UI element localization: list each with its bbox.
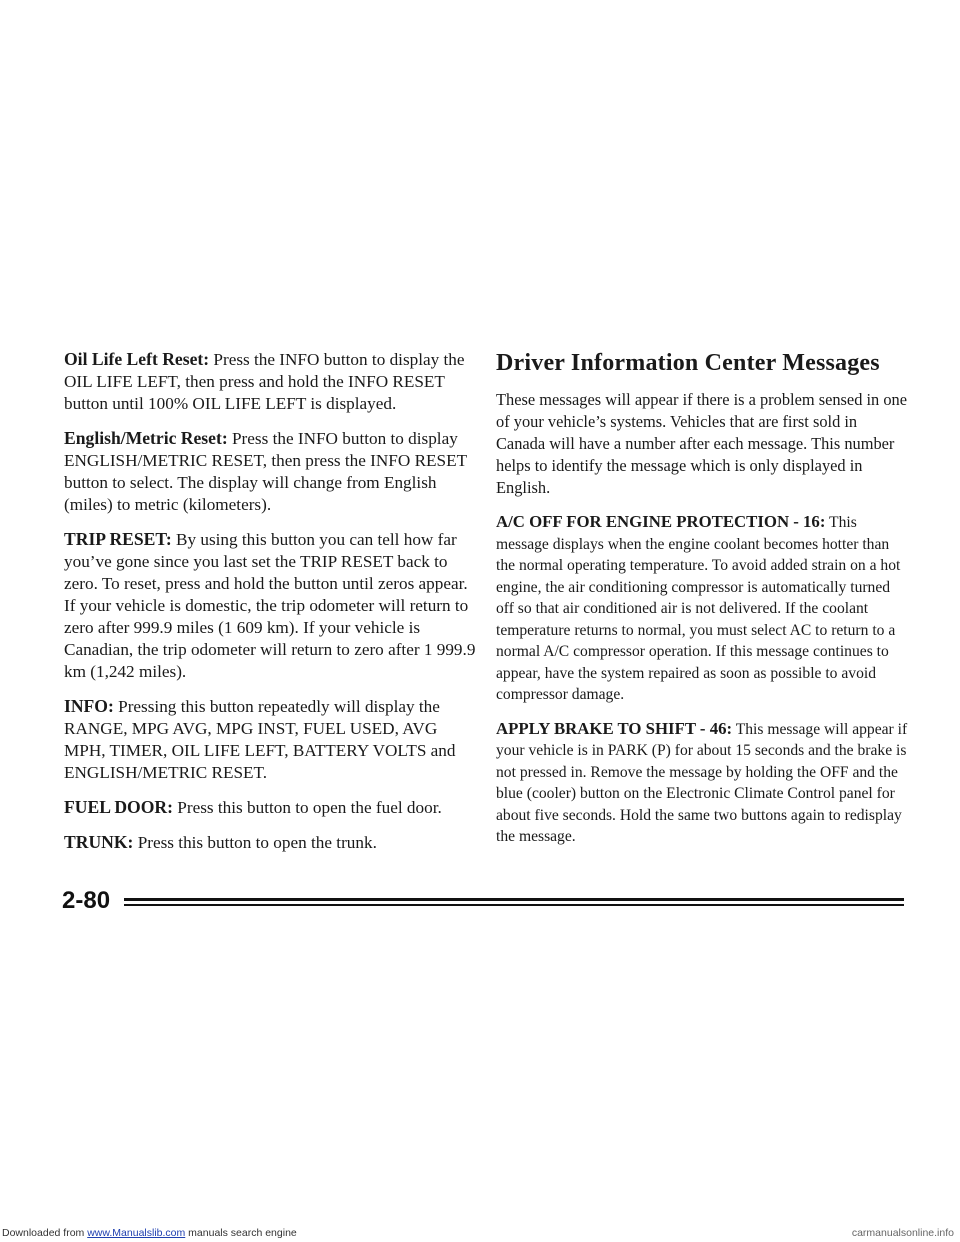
banner-prefix: Downloaded from <box>2 1227 88 1239</box>
left-column <box>64 348 476 866</box>
message-label: A/C OFF FOR ENGINE PROTECTION - 16: <box>496 512 826 531</box>
term-text: By using this button you can tell how far you’ve gone since you last set the TRIP RESET back to zero. To reset, press and hold the button until zeros appear. If your vehicle is domestic, the trip odometer will return to zero after 999.9 miles (1 609 km). If your vehicle is Canadian, the trip odometer will return to zero after 1 999.9 km (1,242 miles). <box>64 530 476 681</box>
message-text: This message displays when the engine coolant becomes hotter than the normal operating temperature. To avoid added strain on a hot engine, the air conditioning compressor is automatically turned off so that air conditioned air is not delivered. If the coolant temperature returns to normal, you must select AC to return to a normal A/C compressor operation. If this message continues to appear, have the system repaired as soon as possible to avoid compressor damage. <box>496 514 901 703</box>
banner-text <box>2 1224 297 1242</box>
intro-paragraph: These messages will appear if there is a problem sensed in one of your vehicle’s systems. Vehicles that are first sold in Canada will have a number after each message. This number helps to identify the message which is only displayed in English. <box>496 390 907 497</box>
footer-rule-top <box>124 898 904 901</box>
apply-brake-message-paragraph <box>496 718 908 848</box>
term-label: English/Metric Reset: <box>64 428 228 448</box>
trunk-paragraph <box>64 831 476 854</box>
message-label: APPLY BRAKE TO SHIFT - 46: <box>496 718 733 738</box>
right-column <box>496 348 908 860</box>
term-label: FUEL DOOR: <box>64 797 173 817</box>
page-footer <box>62 888 904 914</box>
term-text: Pressing this button repeatedly will display the RANGE, MPG AVG, MPG INST, FUEL USED, AVG MPH, TIMER, OIL LIFE LEFT, BATTERY VOLTS and ENGLISH/METRIC RESET. <box>64 697 456 782</box>
english-metric-reset-paragraph <box>64 427 476 516</box>
section-heading: Driver Information Center Messages <box>496 350 880 376</box>
term-text: Press the INFO button to display ENGLISH/METRIC RESET, then press the INFO RESET button to select. The display will change from English (miles) to metric (kilometers). <box>64 429 467 514</box>
oil-life-reset-paragraph <box>64 348 476 415</box>
term-text: Press this button to open the trunk. <box>133 833 377 852</box>
term-text: Press this button to open the fuel door. <box>173 798 442 817</box>
ac-off-message-paragraph <box>496 511 908 706</box>
download-banner <box>0 1224 960 1242</box>
trip-reset-paragraph <box>64 528 476 683</box>
banner-suffix: manuals search engine <box>185 1227 297 1239</box>
term-text: Press the INFO button to display the OIL LIFE LEFT, then press and hold the INFO RESET button until 100% OIL LIFE LEFT is displayed. <box>64 350 465 413</box>
message-text: This message will appear if your vehicle is in PARK (P) for about 15 seconds and the brake is not pressed in. Remove the message by holding the OFF and the blue (cooler) button on the Electronic Climate Control panel for about five seconds. Hold the same two buttons again to redisplay the message. <box>496 720 908 845</box>
manualslib-link[interactable]: www.Manualslib.com <box>87 1227 186 1239</box>
term-label: TRUNK: <box>64 832 134 852</box>
fuel-door-paragraph <box>64 796 476 819</box>
footer-rule-bottom <box>124 904 904 906</box>
term-label: INFO: <box>64 696 114 716</box>
term-label: Oil Life Left Reset: <box>64 349 210 369</box>
watermark-text: carmanualsonline.info <box>851 1227 954 1239</box>
info-paragraph <box>64 695 476 784</box>
term-label: TRIP RESET: <box>64 529 172 549</box>
page-number: 2-80 <box>62 887 111 914</box>
